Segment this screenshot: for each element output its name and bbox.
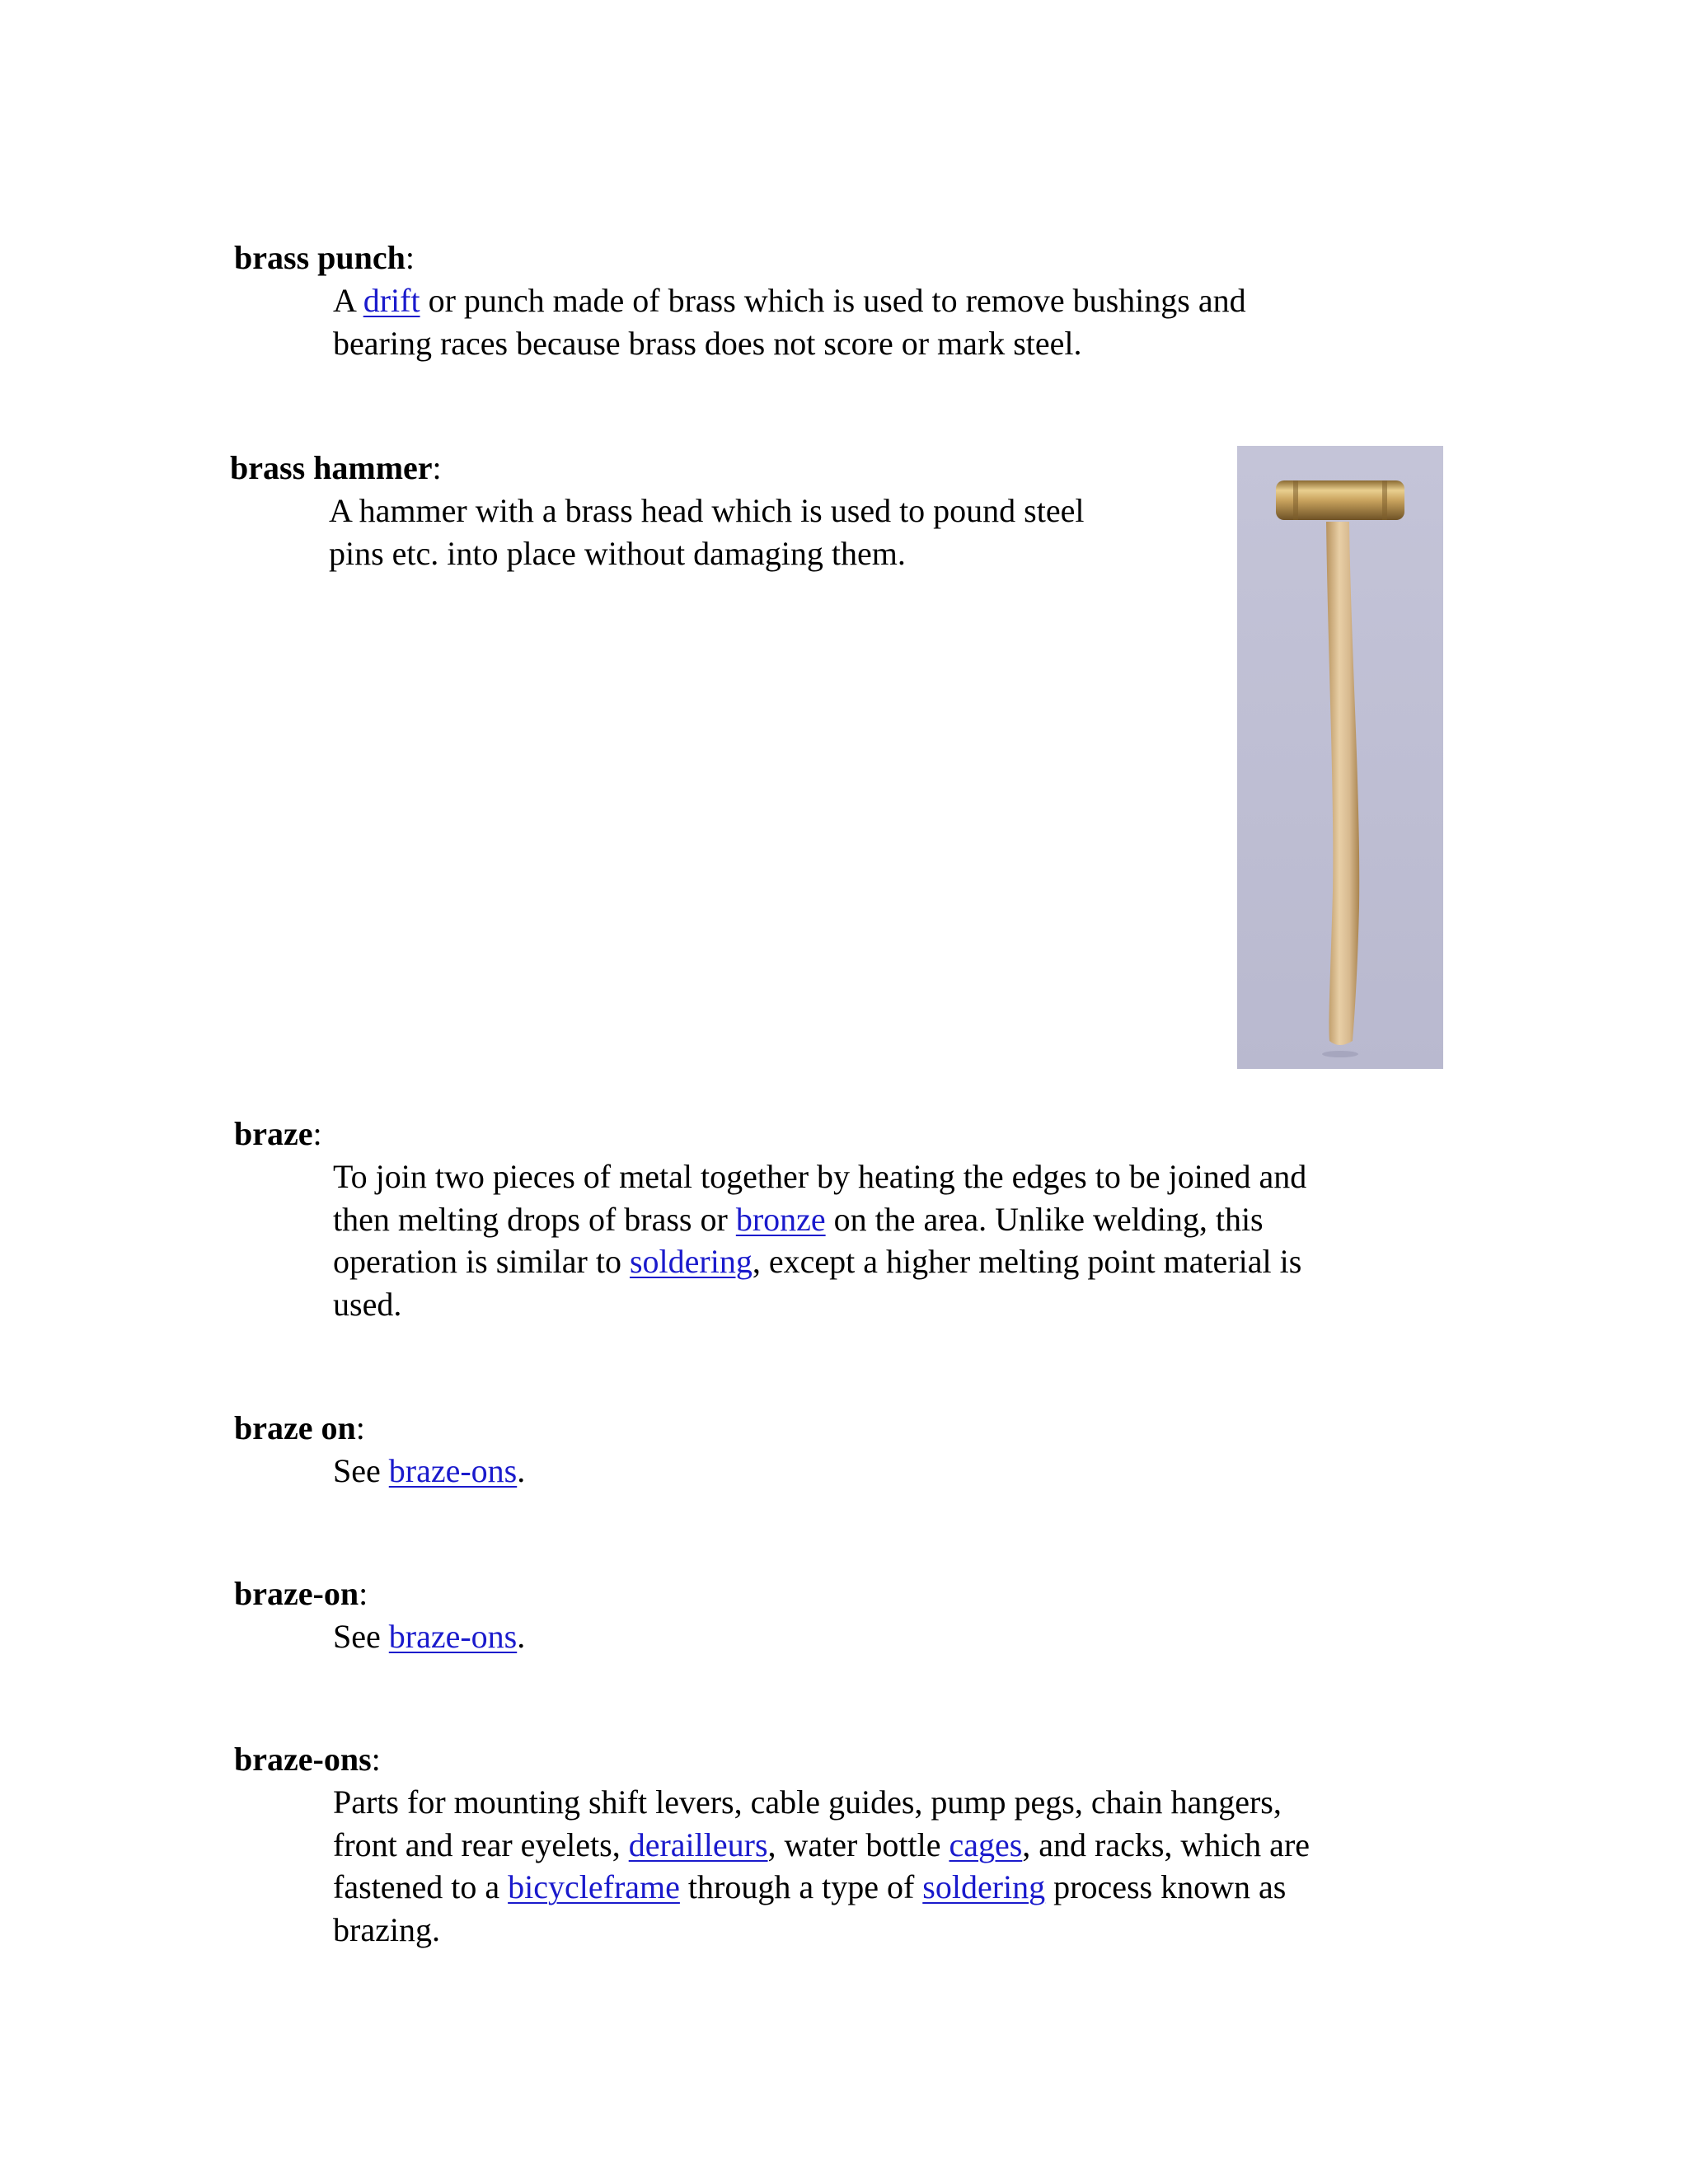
- term-title: braze-on: [234, 1575, 359, 1612]
- term-colon: :: [405, 239, 415, 276]
- link-soldering[interactable]: soldering: [629, 1243, 753, 1280]
- term-heading: [234, 1572, 1454, 1615]
- link-braze-ons[interactable]: braze-ons: [388, 1618, 518, 1655]
- definition: [333, 279, 1454, 364]
- term-heading: [230, 447, 1203, 490]
- link-bicycleframe[interactable]: bicycleframe: [508, 1868, 680, 1905]
- link-cages[interactable]: cages: [949, 1825, 1023, 1863]
- def-text: front and rear eyelets,: [333, 1825, 629, 1863]
- glossary-entry-braze: [234, 1113, 1454, 1325]
- def-text: A: [333, 282, 363, 319]
- def-text: , and racks, which are: [1022, 1825, 1311, 1863]
- definition: [329, 490, 1203, 574]
- link-bronze[interactable]: bronze: [735, 1200, 826, 1238]
- def-text: fastened to a: [333, 1868, 509, 1905]
- term-heading: [234, 1738, 1454, 1781]
- glossary-entry-braze-on-hyphen: [234, 1572, 1454, 1658]
- definition: [333, 1155, 1454, 1325]
- term-title: braze-ons: [234, 1741, 372, 1778]
- term-heading: [234, 1113, 1454, 1155]
- glossary-entry-brass-punch: [234, 237, 1454, 364]
- definition: [333, 1781, 1454, 1951]
- glossary-entry-braze-on: [234, 1407, 1454, 1493]
- term-heading: [234, 237, 1454, 279]
- definition: [333, 1615, 1454, 1658]
- def-text: or punch made of brass which is used to remove bushings and: [420, 282, 1246, 319]
- term-title: brass punch: [234, 239, 406, 276]
- link-derailleurs[interactable]: derailleurs: [628, 1825, 768, 1863]
- def-text: on the area. Unlike welding, this: [825, 1200, 1264, 1238]
- glossary-entry-braze-ons: [234, 1738, 1454, 1951]
- term-colon: :: [432, 449, 442, 486]
- definition: [333, 1450, 1454, 1493]
- def-text: used.: [333, 1285, 402, 1323]
- def-text: , except a higher melting point material is: [752, 1243, 1302, 1280]
- def-text: Parts for mounting shift levers, cable guides, pump pegs, chain hangers,: [333, 1783, 1282, 1821]
- term-colon: :: [355, 1409, 365, 1446]
- link-braze-ons[interactable]: braze-ons: [388, 1452, 518, 1489]
- term-heading: [234, 1407, 1454, 1450]
- glossary-entry-brass-hammer: [230, 447, 1203, 574]
- link-soldering[interactable]: soldering: [922, 1868, 1046, 1905]
- def-text: See: [333, 1618, 389, 1655]
- def-text: pins etc. into place without damaging them.: [329, 534, 906, 572]
- term-title: braze: [234, 1115, 313, 1152]
- def-text: , water bottle: [767, 1825, 950, 1863]
- term-title: brass hammer: [230, 449, 433, 486]
- term-colon: :: [312, 1115, 322, 1152]
- term-colon: :: [371, 1741, 381, 1778]
- def-text: .: [517, 1452, 526, 1489]
- def-text: A hammer with a brass head which is used to pound steel: [329, 492, 1085, 529]
- term-title: braze on: [234, 1409, 356, 1446]
- def-text: bearing races because brass does not score or mark steel.: [333, 324, 1082, 362]
- link-drift[interactable]: drift: [363, 282, 420, 319]
- def-text: See: [333, 1452, 389, 1489]
- brass-hammer-photo: [1237, 446, 1443, 1069]
- def-text: operation is similar to: [333, 1243, 630, 1280]
- def-text: process known as: [1045, 1868, 1287, 1905]
- def-text: .: [517, 1618, 526, 1655]
- term-colon: :: [359, 1575, 368, 1612]
- def-text: brazing.: [333, 1910, 440, 1948]
- def-text: To join two pieces of metal together by heating the edges to be joined and: [333, 1158, 1307, 1195]
- def-text: through a type of: [679, 1868, 923, 1905]
- def-text: then melting drops of brass or: [333, 1200, 736, 1238]
